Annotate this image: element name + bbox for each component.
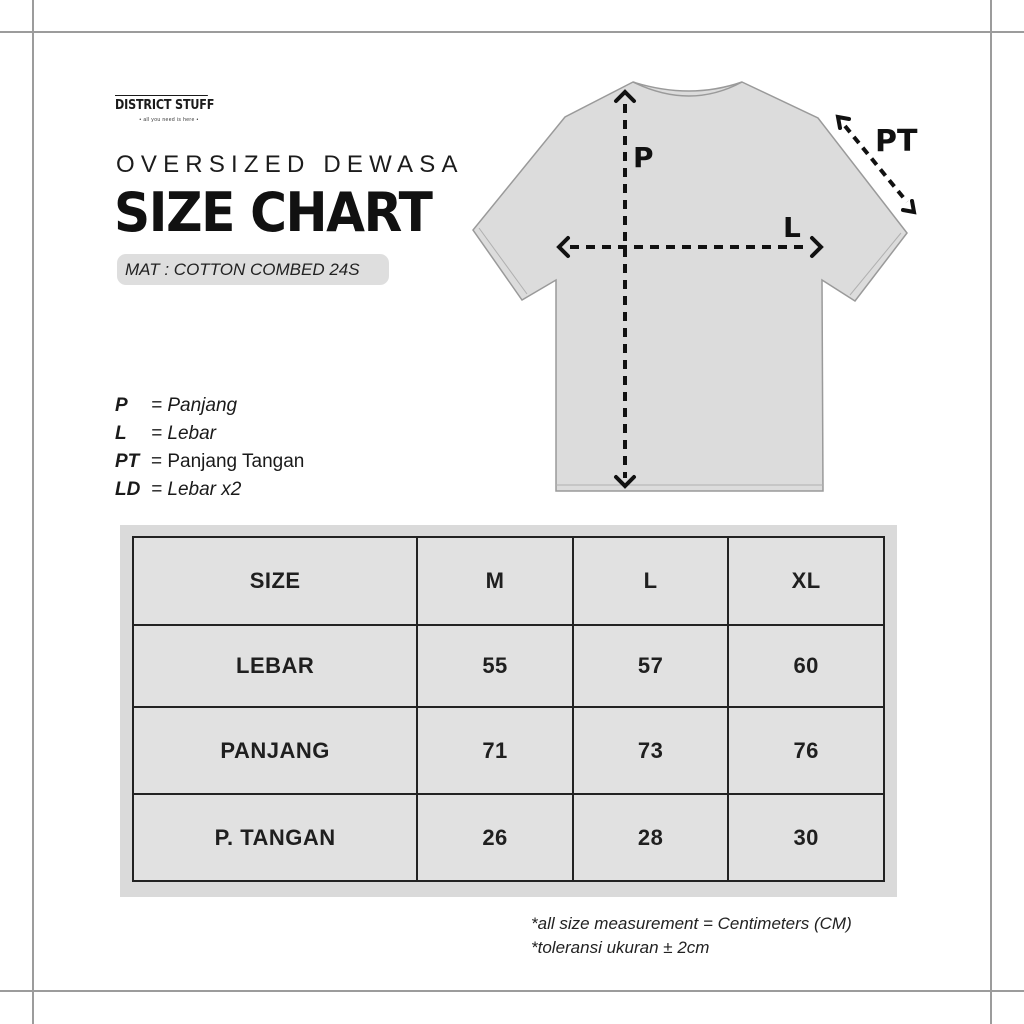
table-cell: 76 bbox=[728, 707, 884, 794]
note-unit: *all size measurement = Centimeters (CM) bbox=[531, 914, 852, 933]
material-badge: MAT : COTTON COMBED 24S bbox=[117, 254, 389, 285]
table-row-label: P. TANGAN bbox=[133, 794, 417, 881]
table-cell: 28 bbox=[573, 794, 729, 881]
table-header-cell: SIZE bbox=[133, 537, 417, 625]
frame-line-bottom bbox=[0, 990, 1024, 992]
table-cell: 60 bbox=[728, 625, 884, 707]
legend-abbr: L bbox=[115, 423, 127, 444]
legend bbox=[115, 392, 304, 504]
table-row bbox=[133, 794, 884, 881]
legend-definition: = Panjang Tangan bbox=[151, 451, 305, 472]
frame-line-right bbox=[990, 0, 992, 1024]
tshirt-body bbox=[473, 82, 907, 491]
table-header-cell: L bbox=[573, 537, 729, 625]
brand-logo bbox=[115, 95, 223, 123]
legend-abbr: PT bbox=[115, 451, 140, 472]
tshirt-diagram bbox=[470, 78, 920, 498]
size-table bbox=[132, 536, 885, 882]
table-header-row bbox=[133, 537, 884, 625]
table-cell: 57 bbox=[573, 625, 729, 707]
legend-item bbox=[115, 420, 304, 448]
table-cell: 30 bbox=[728, 794, 884, 881]
table-cell: 73 bbox=[573, 707, 729, 794]
label-l: L bbox=[783, 211, 801, 244]
frame-line-left bbox=[32, 0, 34, 1024]
table-cell: 55 bbox=[417, 625, 573, 707]
note-tolerance: *toleransi ukuran ± 2cm bbox=[531, 938, 710, 957]
legend-definition: = Panjang bbox=[151, 395, 238, 416]
legend-abbr: LD bbox=[115, 479, 141, 500]
legend-abbr: P bbox=[115, 395, 128, 416]
label-p: P bbox=[633, 141, 654, 174]
table-row bbox=[133, 625, 884, 707]
table-header-cell: XL bbox=[728, 537, 884, 625]
table-row bbox=[133, 707, 884, 794]
legend-item bbox=[115, 476, 304, 504]
table-header-cell: M bbox=[417, 537, 573, 625]
table-row-label: PANJANG bbox=[133, 707, 417, 794]
measurement-notes bbox=[531, 912, 852, 960]
label-pt: PT bbox=[875, 124, 918, 159]
brand-name: DISTRICT STUFF bbox=[115, 95, 208, 114]
page-title: SIZE CHART bbox=[114, 181, 432, 244]
legend-item bbox=[115, 448, 304, 476]
legend-definition: = Lebar x2 bbox=[151, 479, 242, 500]
table-row-label: LEBAR bbox=[133, 625, 417, 707]
brand-tagline: • all you need is here • bbox=[139, 117, 199, 123]
legend-item bbox=[115, 392, 304, 420]
legend-definition: = Lebar bbox=[151, 423, 216, 444]
page-subtitle: OVERSIZED DEWASA bbox=[116, 151, 464, 178]
frame-line-top bbox=[0, 31, 1024, 33]
table-cell: 26 bbox=[417, 794, 573, 881]
table-cell: 71 bbox=[417, 707, 573, 794]
size-table-panel bbox=[120, 525, 897, 897]
